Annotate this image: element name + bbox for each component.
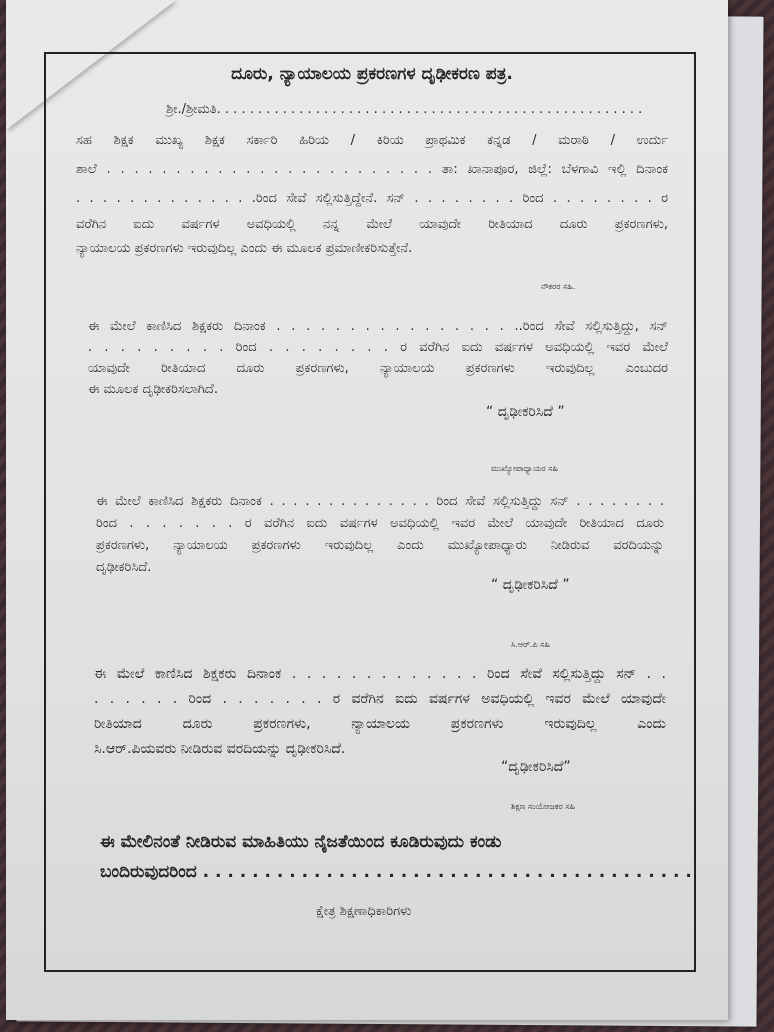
sec4-line4: ಸಿ.ಆರ್.ಪಿಯವರು ನೀಡಿರುವ ವರದಿಯನ್ನು ದೃಢೀಕರಿಸಿದೆ. <box>94 741 346 757</box>
crp-signature-label: ಸಿ.ಆರ್.ಪಿ ಸಹಿ <box>511 640 550 649</box>
sec2-line1: ಈ ಮೇಲೆ ಕಾಣಿಸಿದ ಶಿಕ್ಷಕರು ದಿನಾಂಕ . . . . . . . . . . . . . . . . ..ರಿಂದ ಸೇವೆ ಸಲ್ಲಿಸುತ್ತಿದ್ದು, ಸನ್ <box>88 319 668 334</box>
sec4-line3: ರೀತಿಯಾದ ದೂರು ಪ್ರಕರಣಗಳು, ನ್ಯಾಯಾಲಯ ಪ್ರಕರಣಗಳು ಇರುವುದಿಲ್ಲ ಎಂದು <box>94 716 666 732</box>
sec2-line4: ಈ ಮೂಲಕ ದೃಢೀಕರಿಸಲಾಗಿದೆ. <box>88 382 218 397</box>
sec2-line2: . . . . . . . . . ರಿಂದ . . . . . . . . ರ ವರೆಗಿನ ಐದು ವರ್ಷಗಳ ಅವಧಿಯಲ್ಲಿ ಇವರ ಮೇಲೆ <box>88 340 668 355</box>
paper-sheet <box>6 0 728 1020</box>
sec4-attested: “ದೃಢೀಕರಿಸಿದೆ” <box>501 759 571 775</box>
education-coordinator-signature-label: ಶಿಕ್ಷಣ ಸಂಯೋಜಕರ ಸಹಿ <box>511 802 576 811</box>
sec3-line3: ಪ್ರಕರಣಗಳು, ನ್ಯಾಯಾಲಯ ಪ್ರಕರಣಗಳು ಇರುವುದಿಲ್ಲ ಎಂದು ಮುಖ್ಯೋಪಾಧ್ಯಾರು ನೀಡಿರುವ ವರದಿಯನ್ನು <box>96 538 664 553</box>
document-title: ದೂರು, ನ್ಯಾಯಾಲಯ ಪ್ರಕರಣಗಳ ದೃಢೀಕರಣ ಪತ್ರ. <box>231 64 513 84</box>
sec3-line4: ದೃಢೀಕರಿಸಿದೆ. <box>96 560 152 575</box>
sec5-line2: ಬಂದಿರುವುದರಿಂದ . . . . . . . . . . . . . . . . . . . . . . . . . . . . . . . . . . . . . . . . <box>100 862 692 882</box>
employee-signature-label: ನೌಕರರ ಸಹಿ. <box>541 282 576 291</box>
sec3-line2: ರಿಂದ . . . . . . . ರ ವರೆಗಿನ ಐದು ವರ್ಷಗಳ ಅವಧಿಯಲ್ಲಿ ಇವರ ಮೇಲೆ ಯಾವುದೇ ರೀತಿಯಾದ ದೂರು <box>96 516 664 531</box>
field-education-officer-label: ಕ್ಷೇತ್ರ ಶಿಕ್ಷಣಾಧಿಕಾರಿಗಳು <box>316 904 412 919</box>
sec3-line1: ಈ ಮೇಲೆ ಕಾಣಿಸಿದ ಶಿಕ್ಷಕರು ದಿನಾಂಕ . . . . . . . . . . . . . . ರಿಂದ ಸೇವೆ ಸಲ್ಲಿಸುತ್ತಿದ್ದು ಸನ್ . . . . . . . . <box>96 494 664 509</box>
sec2-attested: “ ದೃಢೀಕರಿಸಿದೆ ” <box>486 404 565 420</box>
sec4-line1: ಈ ಮೇಲೆ ಕಾಣಿಸಿದ ಶಿಕ್ಷಕರು ದಿನಾಂಕ . . . . . . . . . . . . . ರಿಂದ ಸೇವೆ ಸಲ್ಲಿಸುತ್ತಿದ್ದು ಸನ್ . . <box>94 666 666 682</box>
sec1-line2: ಸಹ ಶಿಕ್ಷಕ ಮುಖ್ಯ ಶಿಕ್ಷಕ ಸರ್ಕಾರಿ ಹಿರಿಯ / ಕಿರಿಯ ಪ್ರಾಥಮಿಕ ಕನ್ನಡ / ಮರಾಠಿ / ಉರ್ದು <box>76 133 668 148</box>
sec1-line5: ವರೆಗಿನ ಐದು ವರ್ಷಗಳ ಅವಧಿಯಲ್ಲಿ ನನ್ನ ಮೇಲೆ ಯಾವುದೇ ರೀತಿಯಾದ ದೂರು ಪ್ರಕರಣಗಳು, <box>76 217 668 232</box>
sec5-line1: ಈ ಮೇಲಿನಂತೆ ನೀಡಿರುವ ಮಾಹಿತಿಯು ನೈಜತೆಯಿಂದ ಕೂಡಿರುವುದು ಕಂಡು <box>100 832 502 852</box>
sec1-line3: ಶಾಲೆ . . . . . . . . . . . . . . . . . . . . . . . . ತಾ: ಖಾನಾಪೂರ, ಜಿಲ್ಲೆ: ಬೆಳಗಾವಿ ಇಲ್ಲಿ ದಿನಾಂಕ <box>76 162 668 177</box>
sec2-line3: ಯಾವುದೇ ರೀತಿಯಾದ ದೂರು ಪ್ರಕರಣಗಳು, ನ್ಯಾಯಾಲಯ ಪ್ರಕರಣಗಳು ಇರುವುದಿಲ್ಲ ಎಂಬುದರ <box>88 361 668 376</box>
sec1-line6: ನ್ಯಾಯಾಲಯ ಪ್ರಕರಣಗಳು ಇರುವುದಿಲ್ಲ ಎಂದು ಈ ಮೂಲಕ ಪ್ರಮಾಣೀಕರಿಸುತ್ತೇನೆ. <box>76 241 413 256</box>
sec4-line2: . . . . . . ರಿಂದ . . . . . . . ರ ವರೆಗಿನ ಐದು ವರ್ಷಗಳ ಅವಧಿಯಲ್ಲಿ ಇವರ ಮೇಲೆ ಯಾವುದೇ <box>94 691 666 707</box>
headmaster-signature-label: ಮುಖ್ಯೋಪಾಧ್ಯಾಯರ ಸಹಿ <box>491 464 558 473</box>
sec1-line4: . . . . . . . . . . . . . .ರಿಂದ ಸೇವೆ ಸಲ್ಲಿಸುತ್ತಿದ್ದೇನೆ. ಸನ್ . . . . . . . . ರಿಂದ . . . . . . . . ರ <box>76 191 668 206</box>
document-frame <box>44 52 696 972</box>
sec3-attested: “ ದೃಢೀಕರಿಸಿದೆ ” <box>491 577 570 593</box>
sec1-line1: ಶ್ರೀ./ಶ್ರೀಮತಿ. . . . . . . . . . . . . . . . . . . . . . . . . . . . . . . . . . . . . . . . . . . . . . . . . . . . <box>166 102 643 117</box>
